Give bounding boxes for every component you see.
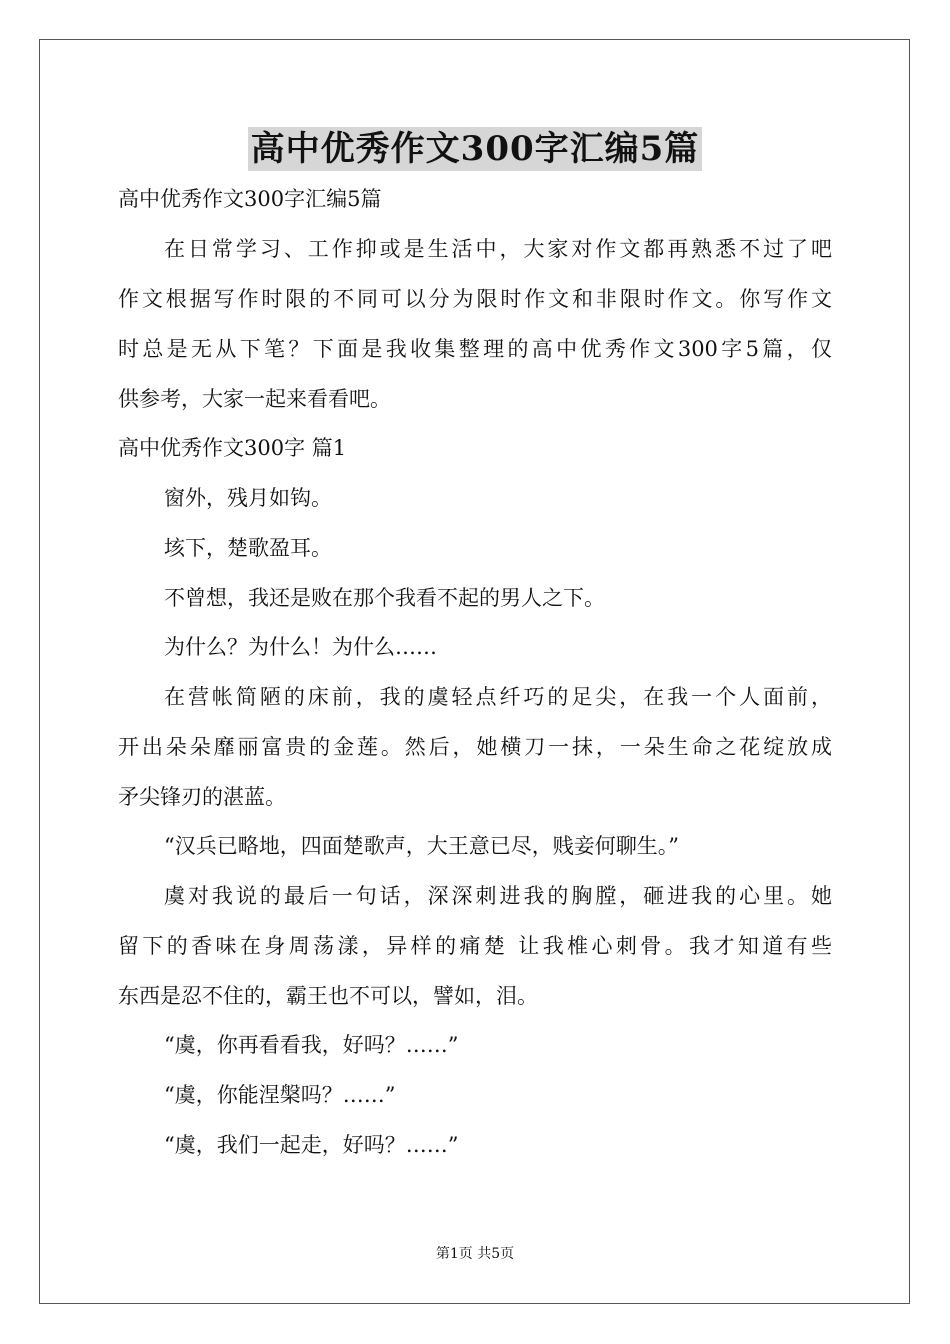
paragraph-line: 作文根据写作时限的不同可以分为限时作文和非限时作文。你写作文 xyxy=(118,287,832,311)
paragraph-line: 时总是无从下笔？下面是我收集整理的高中优秀作文300字5篇，仅 xyxy=(118,337,832,361)
paragraph-line: “汉兵已略地，四面楚歌声，大王意已尽，贱妾何聊生。” xyxy=(164,834,679,858)
page-footer: 第1页 共5页 xyxy=(435,1246,515,1262)
section-heading: 高中优秀作文300字 篇1 xyxy=(118,436,347,460)
paragraph-line: 在营帐简陋的床前，我的虞轻点纤巧的足尖，在我一个人面前， xyxy=(164,685,832,709)
paragraph-line: 东西是忍不住的，霸王也不可以，譬如，泪。 xyxy=(118,984,538,1008)
paragraph-line: “虞，你再看看我，好吗？……” xyxy=(164,1033,459,1057)
subtitle-line: 高中优秀作文300字汇编5篇 xyxy=(118,187,382,211)
paragraph-line: 矛尖锋刃的湛蓝。 xyxy=(118,785,286,809)
paragraph-line: “虞，你能涅槃吗？……” xyxy=(164,1083,396,1107)
paragraph-line: 留下的香味在身周荡漾，异样的痛楚 让我椎心刺骨。我才知道有些 xyxy=(118,934,832,958)
paragraph-line: 供参考，大家一起来看看吧。 xyxy=(118,387,391,411)
paragraph-line: 开出朵朵靡丽富贵的金莲。然后，她横刀一抹，一朵生命之花绽放成 xyxy=(118,735,832,759)
paragraph-line: 在日常学习、工作抑或是生活中，大家对作文都再熟悉不过了吧 xyxy=(164,237,832,261)
page-border xyxy=(39,39,910,1304)
paragraph-line: 虞对我说的最后一句话，深深刺进我的胸膛，砸进我的心里。她 xyxy=(164,884,832,908)
title-container xyxy=(0,127,950,171)
paragraph-line: 为什么？为什么！为什么…… xyxy=(164,635,437,659)
paragraph-line: 垓下，楚歌盈耳。 xyxy=(164,536,332,560)
paragraph-line: 不曾想，我还是败在那个我看不起的男人之下。 xyxy=(164,586,605,610)
paragraph-line: “虞，我们一起走，好吗？……” xyxy=(164,1133,459,1157)
document-title: 高中优秀作文300字汇编5篇 xyxy=(248,127,703,171)
paragraph-line: 窗外，残月如钩。 xyxy=(164,486,332,510)
